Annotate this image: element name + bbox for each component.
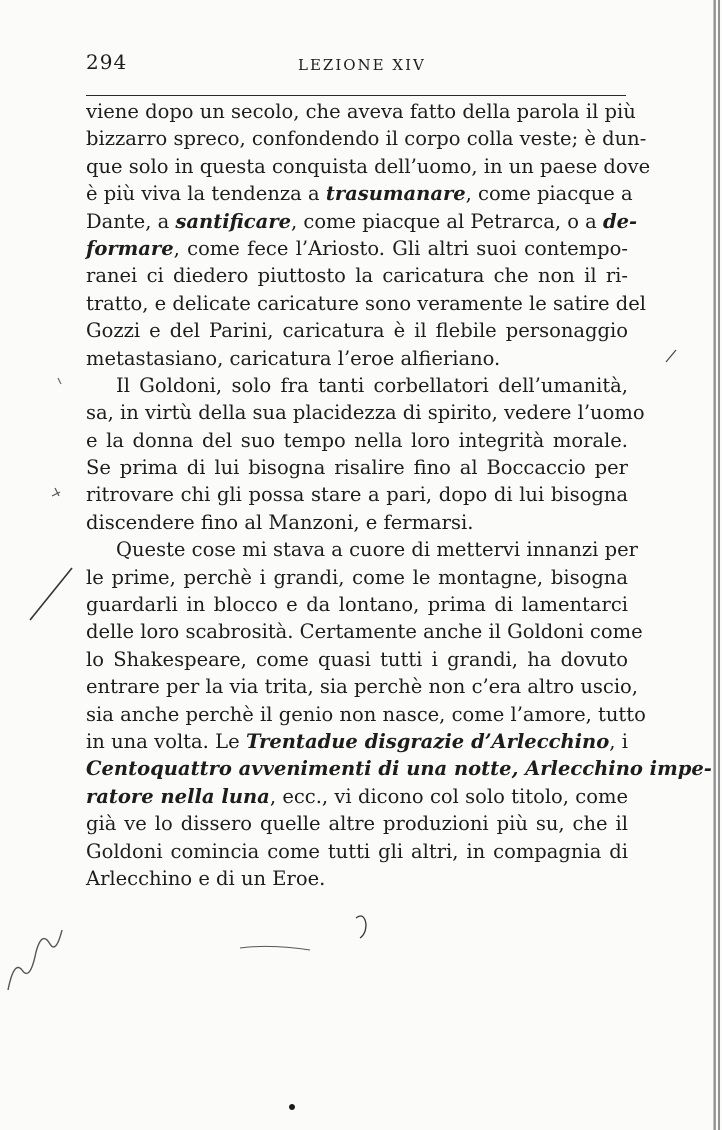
text-line bbox=[86, 646, 628, 673]
italic-title-text: Trentadue disgrazie d’Arlecchino bbox=[245, 729, 610, 753]
text-run: sia anche perchè il genio non nasce, come l’amore, tutto bbox=[86, 702, 646, 726]
text-run: que solo in questa conquista dell’uomo, in un paese dove bbox=[86, 154, 651, 178]
italic-title-text: santificare bbox=[175, 209, 291, 233]
italic-title-text: Centoquattro avvenimenti di una notte, Arlecchino impe- bbox=[86, 757, 712, 781]
margin-tick-mark-2 bbox=[58, 378, 61, 384]
page-dot-mark bbox=[289, 1104, 295, 1110]
page-number: 294 bbox=[86, 50, 128, 74]
text-run: Il Goldoni, solo fra tanti corbellatori dell’umanità, bbox=[116, 373, 628, 397]
text-line bbox=[86, 673, 638, 700]
body-text bbox=[86, 98, 712, 892]
running-title: LEZIONE XIV bbox=[298, 56, 426, 74]
text-run: metastasiano, caricatura l’eroe alfieriano. bbox=[86, 346, 501, 370]
text-run: , come fece l’Ariosto. Gli altri suoi contempo- bbox=[173, 236, 628, 260]
text-run: Arlecchino e di un Eroe. bbox=[86, 866, 326, 890]
text-line bbox=[86, 838, 628, 865]
text-line bbox=[86, 290, 646, 317]
text-line bbox=[86, 208, 638, 235]
text-run: , ecc., vi dicono col solo titolo, come bbox=[269, 784, 628, 808]
text-run: già ve lo dissero quelle altre produzioni più su, che il bbox=[86, 812, 628, 836]
text-line bbox=[86, 125, 647, 152]
text-run: sa, in virtù della sua placidezza di spirito, vedere l’uomo bbox=[86, 401, 645, 425]
text-run: lo Shakespeare, come quasi tutti i grandi, ha dovuto bbox=[86, 647, 628, 671]
page-edge-line bbox=[718, 0, 720, 1130]
text-line bbox=[86, 536, 638, 563]
text-line bbox=[86, 564, 628, 591]
text-line bbox=[86, 755, 712, 782]
text-run: Gozzi e del Parini, caricatura è il flebile personaggio bbox=[86, 319, 628, 343]
text-run: guardarli in blocco e da lontano, prima di lamentarci bbox=[86, 593, 628, 617]
text-line bbox=[86, 372, 628, 399]
text-run: , come piacque a bbox=[465, 182, 633, 206]
margin-slash-mark bbox=[30, 568, 72, 620]
text-line bbox=[86, 317, 628, 344]
right-edge-mark bbox=[666, 350, 676, 362]
text-line bbox=[86, 262, 628, 289]
text-run: delle loro scabrosità. Certamente anche il Goldoni come bbox=[86, 620, 643, 644]
text-line bbox=[86, 618, 643, 645]
text-line bbox=[86, 701, 646, 728]
text-line bbox=[86, 98, 636, 125]
italic-title-text: trasumanare bbox=[325, 182, 466, 206]
text-run: Se prima di lui bisogna risalire fino al Boccaccio per bbox=[86, 456, 628, 480]
text-run: bizzarro spreco, confondendo il corpo colla veste; è dun- bbox=[86, 127, 647, 151]
text-run: in una volta. Le bbox=[86, 729, 246, 753]
text-line bbox=[86, 481, 628, 508]
text-line bbox=[86, 509, 628, 536]
text-line bbox=[86, 427, 628, 454]
text-run: ranei ci diedero piuttosto la caricatura che non il ri- bbox=[86, 264, 628, 288]
margin-tick-mark bbox=[52, 488, 60, 496]
text-run: Dante, a bbox=[86, 209, 176, 233]
underline-mark bbox=[240, 946, 310, 950]
page-header bbox=[86, 50, 626, 80]
header-rule bbox=[86, 95, 626, 96]
italic-title-text: ratore nella luna bbox=[86, 784, 270, 808]
text-run: le prime, perchè i grandi, come le montagne, bisogna bbox=[86, 565, 628, 589]
italic-title-text: formare bbox=[86, 236, 174, 260]
text-run: entrare per la via trita, sia perchè non c’era altro uscio, bbox=[86, 675, 638, 699]
text-run: e la donna del suo tempo nella loro integrità morale. bbox=[86, 428, 628, 452]
text-run: viene dopo un secolo, che aveva fatto della parola il più bbox=[86, 100, 636, 123]
text-line bbox=[86, 865, 628, 892]
text-line bbox=[86, 591, 628, 618]
page-edge-shadow bbox=[713, 0, 716, 1130]
text-run: , come piacque al Petrarca, o a bbox=[291, 209, 603, 233]
italic-title-text: de- bbox=[603, 209, 638, 233]
text-run: discendere fino al Manzoni, e fermarsi. bbox=[86, 510, 474, 534]
text-line bbox=[86, 153, 651, 180]
margin-squiggle bbox=[8, 930, 62, 990]
text-line bbox=[86, 810, 628, 837]
text-run: Queste cose mi stava a cuore di mettervi innanzi per bbox=[116, 538, 638, 562]
text-run: tratto, e delicate caricature sono veramente le satire del bbox=[86, 291, 646, 315]
text-run: , i bbox=[609, 729, 628, 753]
text-line bbox=[86, 345, 628, 372]
text-line bbox=[86, 235, 628, 262]
text-run: ritrovare chi gli possa stare a pari, dopo di lui bisogna bbox=[86, 483, 628, 507]
margin-hook-mark bbox=[356, 916, 366, 938]
text-line bbox=[86, 783, 628, 810]
text-run: Goldoni comincia come tutti gli altri, in compagnia di bbox=[86, 839, 628, 863]
text-run: è più viva la tendenza a bbox=[86, 182, 326, 206]
text-line bbox=[86, 399, 645, 426]
text-line bbox=[86, 180, 633, 207]
text-line bbox=[86, 728, 628, 755]
text-line bbox=[86, 454, 628, 481]
